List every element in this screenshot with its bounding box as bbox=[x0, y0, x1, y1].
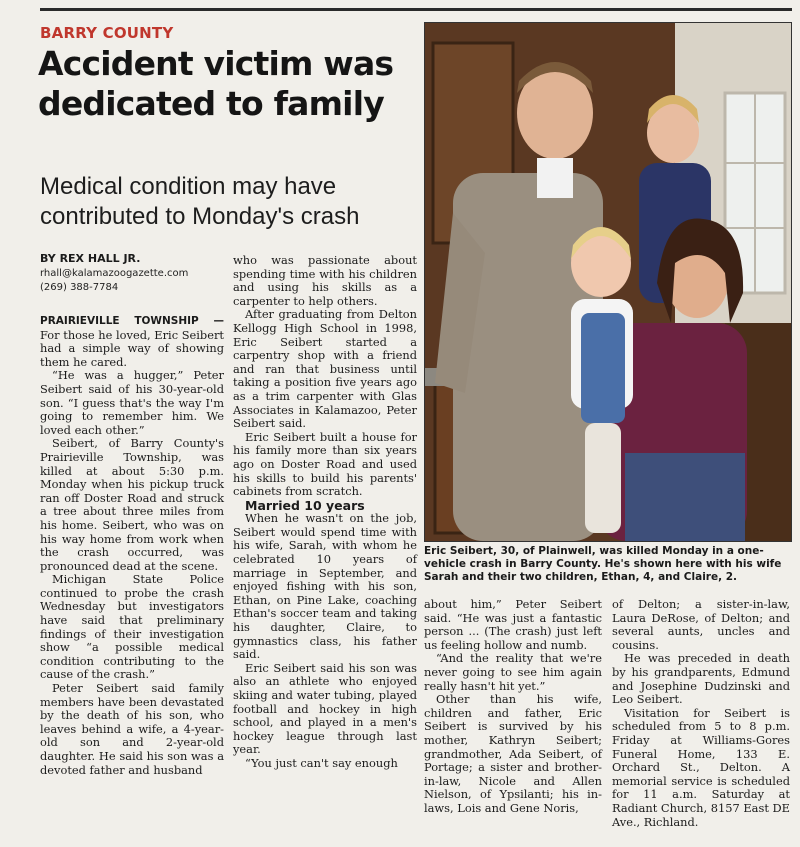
paragraph: who was passionate about spending time with his children and using his skills as a carpenter to help others. bbox=[233, 253, 417, 308]
author-email: rhall@kalamazoogazette.com bbox=[40, 268, 189, 279]
paragraph bbox=[40, 314, 224, 369]
paragraph: Other than his wife, children and father, Eric Seibert is survived by his mother, Kathryn Seibert; grandmother, Ada Seibert, of Portage; a sister and brother-in-law, Nicole and Allen Nielson, of Ypsilanti; his in-laws, Lois and Gene Noris, bbox=[424, 692, 602, 815]
paragraph: Eric Seibert said his son was also an athlete who enjoyed skiing and water tubing, played football and hockey in high school, and played in a men's hockey league through last year. bbox=[233, 660, 417, 757]
column-3 bbox=[424, 598, 602, 816]
paragraph: Peter Seibert said family members have been devastated by the death of his son, who leaves behind a wife, a 4-year-old son and 2-year-old daughter. He said his son was a devoted father and husband bbox=[40, 681, 224, 777]
paragraph: When he wasn't on the job, Seibert would spend time with his wife, Sarah, with whom he celebrated 10 years of marriage in September, and enjoyed fishing with his son, Ethan, on Pine Lake, coaching Ethan's soccer team and taking his daughter, Claire, to gymnastics class, his father said. bbox=[233, 511, 417, 662]
subhead: Medical condition may have contributed to Monday's crash bbox=[40, 173, 360, 230]
paragraph: “And the reality that we're never going to see him again really hasn't hit yet.” bbox=[424, 651, 602, 693]
paragraph: After graduating from Delton Kellogg High School in 1998, Eric Seibert started a carpentry shop with a friend and ran that business until taking a position five years ago as a trim carpenter with Glas Associates in Kalamazoo, Peter Seibert said. bbox=[233, 307, 417, 431]
paragraph: He was preceded in death by his grandparents, Edmund and Josephine Dudzinski and Leo Seibert. bbox=[612, 651, 790, 707]
column-4 bbox=[612, 598, 790, 829]
dateline: PRAIRIEVILLE TOWNSHIP — bbox=[40, 315, 224, 327]
paragraph: of Delton; a sister-in-law, Laura DeRose, of Delton; and several aunts, uncles and cousins. bbox=[612, 597, 790, 652]
subsection-heading: Married 10 years bbox=[245, 497, 365, 513]
author-phone: (269) 388-7784 bbox=[40, 282, 119, 293]
paragraph: Visitation for Seibert is scheduled from 5 to 8 p.m. Friday at Williams-Gores Funeral Home, 133 E. Orchard St., Delton. A memorial service is scheduled for 11 a.m. Saturday at Radiant Church, 8157 East DE Ave., Richland. bbox=[612, 705, 790, 829]
byline: BY REX HALL JR. bbox=[40, 252, 141, 265]
paragraph-text: For those he loved, Eric Seibert had a simple way of showing them he cared. bbox=[40, 327, 224, 369]
photo-illustration bbox=[425, 23, 791, 541]
column-1 bbox=[40, 314, 224, 777]
column-2 bbox=[233, 254, 417, 771]
photo-caption: Eric Seibert, 30, of Plainwell, was killed Monday in a one-vehicle crash in Barry County. He's shown here with his wife Sarah and their two children, Ethan, 4, and Claire, 2. bbox=[424, 545, 782, 583]
paragraph: Michigan State Police continued to probe the crash Wednesday but investigators have said that preliminary findings of their investigation show “a possible medical condition contributing to the cause of the crash.” bbox=[40, 572, 224, 682]
family-photo bbox=[424, 22, 792, 542]
top-rule bbox=[40, 8, 792, 11]
paragraph: Seibert, of Barry County's Prairieville Township, was killed at about 5:30 p.m. Monday when his pickup truck ran off Doster Road and struck a tree about three miles from his home. Seibert, who was on his way home from work when the crash occurred, was pronounced dead at the scene. bbox=[40, 436, 224, 573]
paragraph: about him,” Peter Seibert said. “He was just a fantastic person ... (The crash) just left us feeling hollow and numb. bbox=[424, 597, 602, 652]
paragraph: “He was a hugger,” Peter Seibert said of his 30-year-old son. “I guess that's the way I'm going to remember him. We loved each other.” bbox=[40, 368, 224, 437]
section-label: BARRY COUNTY bbox=[40, 24, 174, 42]
paragraph: Eric Seibert built a house for his family more than six years ago on Doster Road and used his skills to build his parents' cabinets from scratch. bbox=[233, 429, 417, 499]
headline: Accident victim was dedicated to family bbox=[38, 44, 394, 123]
paragraph: “You just can't say enough bbox=[245, 755, 398, 770]
